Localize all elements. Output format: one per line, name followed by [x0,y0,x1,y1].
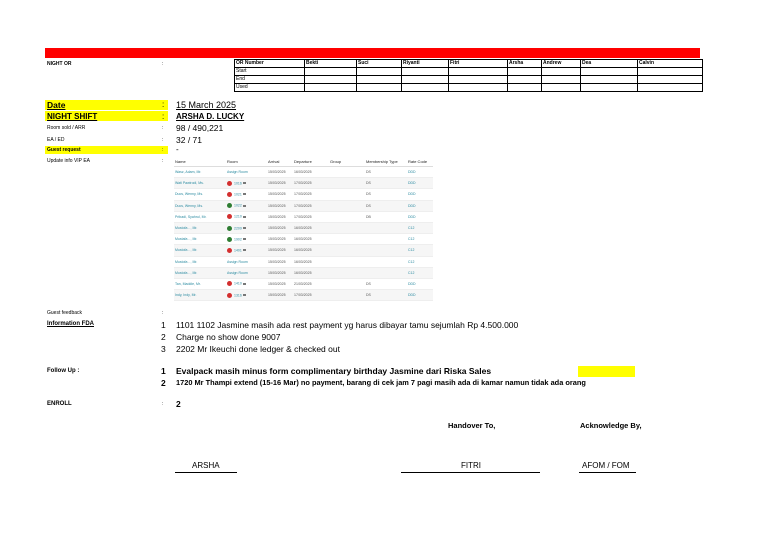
guest-membership: DS [365,189,407,200]
or-cell[interactable] [542,68,581,76]
night-or-label: NIGHT OR [47,61,72,67]
signature-line [401,472,540,473]
room-status-dirty-icon [227,181,232,186]
key-icon [243,216,246,218]
table-row[interactable] [174,189,433,200]
guest-membership [365,245,407,256]
guest-rate-code: C12 [407,256,433,267]
or-cell[interactable] [542,76,581,84]
guest-name[interactable]: Wati Pawirodi, Ms. [174,178,226,189]
table-row[interactable] [174,211,433,222]
table-row[interactable] [174,200,433,211]
date-value: 15 March 2025 [176,100,237,110]
room-status-dirty-icon [227,281,232,286]
room-number: 1210 [234,214,242,219]
date-label: Date [47,100,66,110]
or-table-row [235,68,703,76]
guest-departure: 16/03/2025 [293,245,329,256]
room-status-dirty-icon [227,192,232,197]
room-status-clean-icon [227,203,232,208]
guest-room[interactable] [226,290,267,301]
guest-rate-code: DDD [407,178,433,189]
or-header-cell: Dea [581,60,638,68]
or-cell[interactable] [508,84,542,92]
guest-rate-code: C12 [407,234,433,245]
key-icon [243,182,246,184]
guest-arrival: 15/03/2025 [267,278,293,289]
guest-membership: DS [365,200,407,211]
guest-departure: 16/03/2025 [293,267,329,278]
guest-room[interactable] [226,200,267,211]
table-row[interactable] [174,267,433,278]
room-number: 1021 [234,192,242,197]
acknowledge-label: Acknowledge By, [580,421,642,430]
follow-up-highlight [578,366,635,377]
guest-feedback-label: Guest feedback [47,310,83,316]
signature-line [579,472,636,473]
guest-room[interactable] [226,222,267,233]
handover-label: Handover To, [448,421,496,430]
guest-name[interactable]: Mustofa - , Mr. [174,222,226,233]
table-row[interactable] [174,234,433,245]
info-item-number: 3 [161,344,166,354]
guest-name[interactable]: Tan, Maddie, Mr. [174,278,226,289]
or-cell[interactable] [357,76,402,84]
guest-room[interactable]: Assign Room [226,267,267,278]
key-icon [243,249,246,251]
or-cell[interactable] [508,68,542,76]
guest-membership [365,267,407,278]
info-item-text: 2202 Mr Ikeuchi done ledger & checked out [176,344,340,354]
or-header-cell: OR Number [235,60,305,68]
info-item-number: 2 [161,332,166,342]
guest-arrival: 15/03/2025 [267,167,293,178]
or-cell[interactable] [449,84,508,92]
table-row[interactable] [174,167,433,178]
info-item-text: 1101 1102 Jasmine masih ada rest payment yg harus dibayar tamu sejumlah Rp 4.500.000 [176,320,519,330]
guest-membership [365,234,407,245]
guest-name[interactable]: Pribadi, Syahrul, Mr. [174,211,226,222]
guest-membership: DS [365,167,407,178]
or-cell[interactable] [402,84,449,92]
table-row[interactable] [174,290,433,301]
guest-group [329,256,365,267]
or-cell[interactable] [357,84,402,92]
guest-rate-code: C12 [407,245,433,256]
guest-group [329,278,365,289]
guest-arrival: 15/03/2025 [267,267,293,278]
room-number: 2209 [234,225,242,230]
key-icon [243,205,246,207]
or-cell[interactable] [638,76,703,84]
signature-name: AFOM / FOM [582,461,630,470]
room-status-clean-icon [227,237,232,242]
column-header: Departure [293,157,329,167]
guest-membership: DS [365,178,407,189]
guest-name[interactable]: Ducs, Wenny, Ms. [174,189,226,200]
or-cell[interactable] [357,68,402,76]
column-header: Arrival [267,157,293,167]
follow-item-text: 1720 Mr Thampi extend (15-16 Mar) no payment, barang di cek jam 7 pagi masih ada di kamar namun tidak ada orang [176,378,586,387]
colon: : [162,310,164,316]
or-number-table [234,59,703,92]
or-header-cell: Arsha [508,60,542,68]
table-row[interactable] [174,178,433,189]
room-number: 1902 [234,237,242,242]
guest-arrival: 15/03/2025 [267,256,293,267]
column-header: Group [329,157,365,167]
guest-name[interactable]: Mustafa - , Mr. [174,234,226,245]
or-cell[interactable] [542,84,581,92]
guest-arrival: 15/03/2025 [267,211,293,222]
guest-room[interactable] [226,278,267,289]
or-row-label: Start [235,68,305,76]
guest-request-label: Guest request [47,147,81,153]
or-header-cell: Fitri [449,60,508,68]
guest-membership: DS [365,290,407,301]
key-icon [243,294,246,296]
or-cell[interactable] [449,68,508,76]
guest-departure: 16/03/2025 [293,222,329,233]
room-number: 1410 [234,281,242,286]
or-cell[interactable] [638,68,703,76]
signature-name: FITRI [461,461,481,470]
colon: : [162,147,164,153]
guest-room[interactable] [226,211,267,222]
follow-up-label: Follow Up : [47,368,80,374]
room-number: 1316 [234,293,242,298]
or-cell[interactable] [305,76,357,84]
or-header-cell: Calvin [638,60,703,68]
or-table-row [235,84,703,92]
or-row-label: End [235,76,305,84]
colon: : [162,61,164,67]
or-header-cell: Riyanti [402,60,449,68]
room-number: 1022 [234,203,242,208]
info-fda-label: Information FDA [47,321,94,327]
column-header: Membership Type [365,157,407,167]
guest-room[interactable] [226,245,267,256]
follow-item-number: 2 [161,378,166,388]
table-row[interactable] [174,278,433,289]
vip-label: Update info VIP EA [47,158,90,164]
enroll-label: ENROLL [47,401,72,407]
guest-arrival: 15/03/2025 [267,290,293,301]
follow-item-number: 1 [161,366,166,376]
guest-membership: DB [365,211,407,222]
or-cell[interactable] [449,76,508,84]
vip-guest-list-table [174,157,433,301]
column-header: Room [226,157,267,167]
guest-rate-code: DDD [407,278,433,289]
or-cell[interactable] [638,84,703,92]
or-header-cell: Bekti [305,60,357,68]
table-row[interactable] [174,222,433,233]
or-header-cell: Suci [357,60,402,68]
table-row[interactable] [174,245,433,256]
shift-value: ARSHA D. LUCKY [176,112,245,121]
guest-arrival: 15/03/2025 [267,234,293,245]
key-icon [243,238,246,240]
guest-arrival: 15/03/2025 [267,189,293,200]
room-status-dirty-icon [227,248,232,253]
colon: : [162,137,164,143]
guest-rate-code: C12 [407,267,433,278]
guest-membership [365,222,407,233]
eaed-label: EA / ED [47,137,65,143]
guest-list-header-row [174,157,433,167]
guest-arrival: 15/03/2025 [267,222,293,233]
guest-name[interactable]: Ducs, Wenny, Ms. [174,200,226,211]
or-header-cell: Andrew [542,60,581,68]
key-icon [243,283,246,285]
enroll-value: 2 [176,399,181,409]
room-status-dirty-icon [227,293,232,298]
signature-name: ARSHA [192,461,220,470]
guest-rate-code: DDD [407,211,433,222]
column-header: Name [174,157,226,167]
guest-name[interactable]: Mustofa - , Mr. [174,245,226,256]
room-number: 1401 [234,248,242,253]
signature-line [175,472,237,473]
info-item-text: Charge no show done 9007 [176,332,281,342]
room-status-dirty-icon [227,214,232,219]
guest-group [329,211,365,222]
follow-item-text: Evalpack masih minus form complimentary birthday Jasmine dari Riska Sales [176,366,492,376]
guest-rate-code: DDD [407,189,433,200]
or-cell[interactable] [581,76,638,84]
guest-group [329,267,365,278]
colon: : [162,158,164,164]
room-number: 1016 [234,181,242,186]
or-cell[interactable] [305,84,357,92]
guest-rate-code: C12 [407,222,433,233]
guest-group [329,234,365,245]
guest-group [329,290,365,301]
guest-arrival: 15/03/2025 [267,178,293,189]
colon: : [162,100,165,109]
or-cell[interactable] [402,68,449,76]
colon: : [162,112,165,121]
guest-departure: 16/03/2025 [293,167,329,178]
guest-departure: 16/03/2025 [293,256,329,267]
room-status-clean-icon [227,226,232,231]
guest-name[interactable]: Indy, Indy, Mr. [174,290,226,301]
or-cell[interactable] [305,68,357,76]
guest-arrival: 15/03/2025 [267,245,293,256]
guest-rate-code: DDD [407,200,433,211]
guest-group [329,167,365,178]
key-icon [243,227,246,229]
or-cell[interactable] [581,68,638,76]
shift-label: NIGHT SHIFT [47,112,98,121]
table-row[interactable] [174,256,433,267]
column-header: Rate Code [407,157,433,167]
or-table-header-row [235,60,703,68]
guest-room[interactable]: Assign Room [226,167,267,178]
or-cell[interactable] [508,76,542,84]
guest-name[interactable]: Mustofa - , Mr. [174,267,226,278]
or-table-row [235,76,703,84]
guest-group [329,200,365,211]
guest-membership [365,256,407,267]
guest-departure: 17/03/2025 [293,200,329,211]
guest-group [329,222,365,233]
guest-rate-code: DDD [407,290,433,301]
colon: : [162,125,164,131]
guest-arrival: 15/03/2025 [267,200,293,211]
guest-group [329,189,365,200]
guest-room[interactable] [226,189,267,200]
guest-departure: 16/03/2025 [293,234,329,245]
guest-departure: 17/03/2025 [293,189,329,200]
guest-membership: DS [365,278,407,289]
or-cell[interactable] [581,84,638,92]
or-row-label: Used [235,84,305,92]
guest-room[interactable]: Assign Room [226,256,267,267]
colon: : [162,401,164,407]
header-red-bar [45,48,700,58]
guest-departure: 21/03/2025 [293,278,329,289]
guest-group [329,178,365,189]
info-item-number: 1 [161,320,166,330]
roomsold-label: Room sold / ARR [47,125,86,131]
guest-rate-code: DDD [407,167,433,178]
guest-name[interactable]: Wasz, Adam, Mr. [174,167,226,178]
guest-group [329,245,365,256]
guest-room[interactable] [226,234,267,245]
guest-name[interactable]: Mustofa - , Mr. [174,256,226,267]
guest-room[interactable] [226,178,267,189]
eaed-value: 32 / 71 [176,135,202,145]
guest-departure: 17/03/2025 [293,211,329,222]
or-cell[interactable] [402,76,449,84]
roomsold-value: 98 / 490,221 [176,123,224,133]
key-icon [243,193,246,195]
guest-departure: 17/03/2025 [293,290,329,301]
guest-departure: 17/03/2025 [293,178,329,189]
guest-request-value: - [176,145,179,154]
